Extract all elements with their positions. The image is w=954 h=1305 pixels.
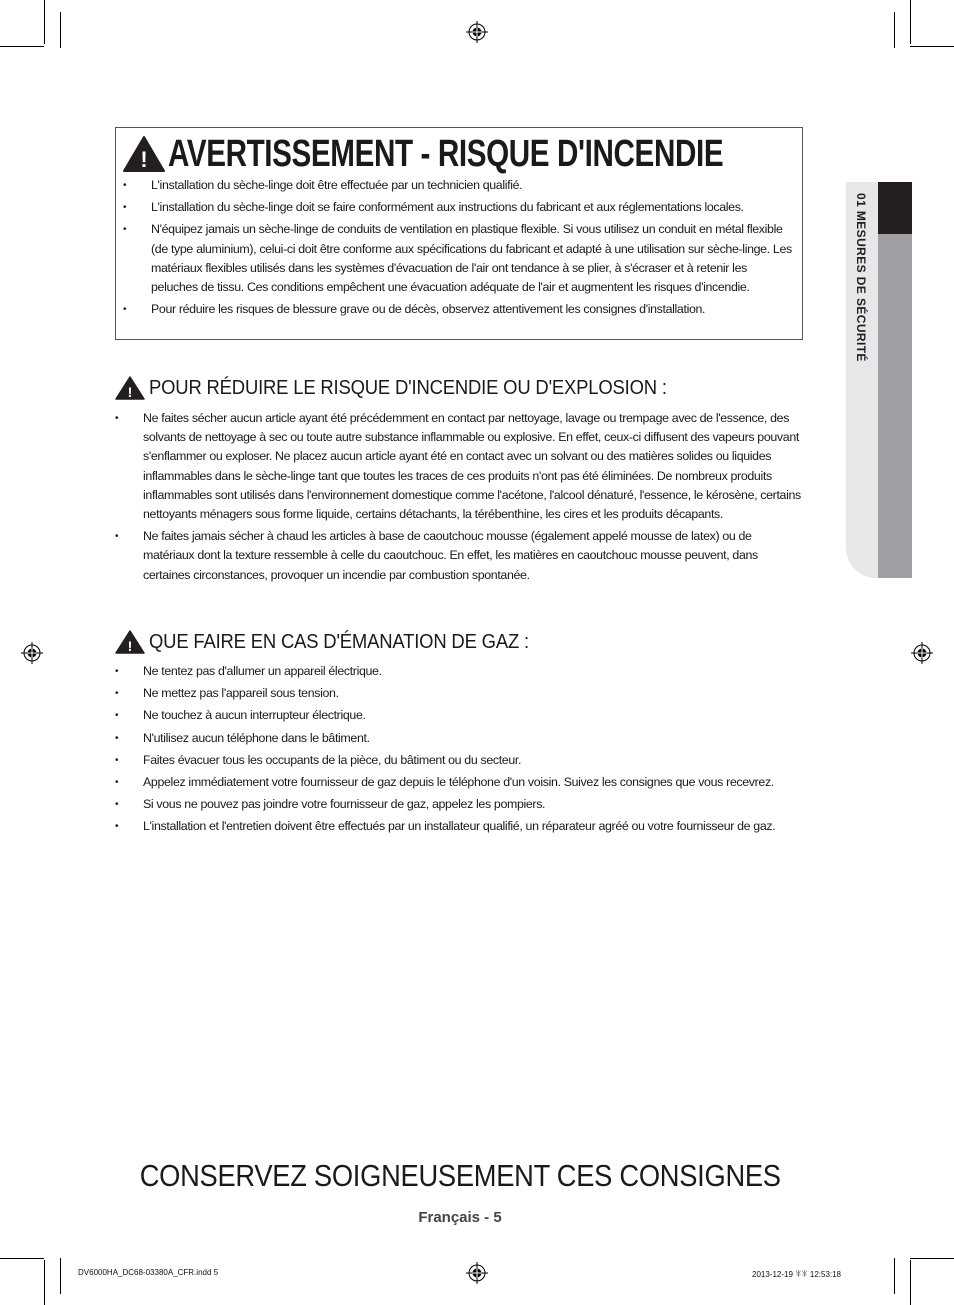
bullet: • [123, 202, 127, 214]
crop-mark [894, 12, 895, 48]
list-item: • L'installation du sèche-linge doit être effectuée par un technicien qualifié. [123, 176, 795, 195]
crop-mark [910, 46, 954, 47]
crop-mark [0, 46, 44, 47]
fire-warning-list [123, 176, 795, 322]
list-item: • Si vous ne pouvez pas joindre votre fournisseur de gaz, appelez les pompiers. [115, 795, 805, 814]
bullet: • [115, 688, 119, 700]
bullet: • [115, 666, 119, 677]
registration-mark-icon [21, 642, 43, 664]
list-item: • Ne mettez pas l'appareil sous tension. [115, 684, 805, 703]
bullet: • [115, 754, 119, 766]
warning-triangle-icon [122, 135, 166, 173]
warning-triangle-icon [115, 376, 145, 400]
list-item: • Pour réduire les risques de blessure grave ou de décès, observez attentivement les consignes d'installation. [123, 300, 795, 319]
list-item: • Ne faites jamais sécher à chaud les articles à base de caoutchouc mousse (également appelé mousse de latex) ou de matériaux dont la texture ressemble à celle du caoutchouc. En effet, les matières en caoutchouc mousse peuvent, dans certaines circonstances, provoquer un incendie par combustion spontanée. [115, 529, 758, 582]
bullet: • [115, 777, 119, 789]
bullet: • [115, 821, 119, 833]
warning-triangle-icon [115, 630, 145, 654]
list-item: • L'installation du sèche-linge doit se faire conformément aux instructions du fabricant et aux réglementations locales. [123, 198, 795, 217]
fire-explosion-list [115, 409, 805, 588]
keep-instructions-text: CONSERVEZ SOIGNEUSEMENT CES CONSIGNES [139, 1158, 781, 1193]
fire-warning-title: AVERTISSEMENT - RISQUE D'INCENDIE [168, 132, 724, 175]
list-item: • Ne faites sécher aucun article ayant été précédemment en contact par nettoyage, lavage ou trempage avec de l'essence, des solvants de nettoyage à sec ou toute autre substance inflammable ou explosive. En effet, ceux-ci diffusent des vapeurs pouvant s'enflammer ou exploser. Ne placez aucun article ayant été en contact avec un solvant ou des matières solides ou liquides inflammables dans le sèche-linge tant que toutes les traces de ces produits n'ont pas été éliminées. De nombreux produits inflammables sont utilisés dans l'environnement domestique comme l'acétone, l'alcool dénaturé, l'essence, le kérosène, certains nettoyants ménagers sous forme liquide, certains détachants, la térébenthine, les cires et les produits décapants. [115, 411, 801, 522]
bullet: • [123, 304, 127, 316]
registration-mark-icon [466, 1262, 488, 1284]
bullet: • [115, 413, 119, 424]
bullet: • [115, 710, 119, 722]
chapter-tab-marker [878, 182, 912, 234]
crop-mark [60, 1258, 61, 1294]
list-item: • Ne tentez pas d'allumer un appareil électrique. [115, 662, 805, 681]
warning-mark: ! [127, 384, 133, 400]
list-item: • Appelez immédiatement votre fournisseur de gaz depuis le téléphone d'un voisin. Suivez les consignes que vous recevrez. [115, 773, 805, 792]
gas-leak-title: QUE FAIRE EN CAS D'ÉMANATION DE GAZ : [149, 630, 529, 653]
bullet: • [115, 732, 119, 744]
crop-mark [910, 1260, 911, 1305]
crop-mark [910, 0, 911, 44]
list-item: • Ne touchez à aucun interrupteur électrique. [115, 706, 805, 725]
chapter-tab-bar [878, 234, 912, 578]
bullet: • [115, 799, 119, 811]
bullet: • [123, 224, 127, 236]
registration-mark-icon [466, 21, 488, 43]
bullet: • [123, 180, 127, 191]
crop-mark [44, 0, 45, 44]
page-number: Français - 5 [418, 1209, 502, 1226]
list-item: • N'équipez jamais un sèche-linge de conduits de ventilation en plastique flexible. Si vous utilisez un conduit en métal flexible (de type aluminium), celui-ci doit être conforme aux spécifications du fabricant et adapté à une utilisation sur sèche-linge. Les matériaux flexibles utilisés dans les systèmes d'évacuation de l'air ont tendance à se plier, à s'écraser et à retenir les peluches de tissu. Ces conditions empêchent une évacuation adéquate de l'air et augmentent les risques d'incendie. [123, 222, 792, 295]
list-item: • N'utilisez aucun téléphone dans le bâtiment. [115, 729, 805, 748]
keep-instructions-banner [0, 1158, 920, 1194]
crop-mark [0, 1258, 44, 1259]
crop-mark [44, 1260, 45, 1305]
crop-mark [60, 12, 61, 48]
warning-mark: ! [140, 147, 148, 172]
chapter-tab-label: 01 MESURES DE SÉCURITÉ [854, 193, 868, 362]
print-slug-datetime: 2013-12-19 ꈎꈎ 12:53:18 [752, 1270, 842, 1279]
list-item: • L'installation et l'entretien doivent être effectués par un installateur qualifié, un réparateur agréé ou votre fournisseur de gaz. [115, 817, 805, 836]
registration-mark-icon [911, 642, 933, 664]
warning-mark: ! [127, 638, 133, 654]
crop-mark [894, 1258, 895, 1294]
fire-explosion-title: POUR RÉDUIRE LE RISQUE D'INCENDIE OU D'EXPLOSION : [149, 376, 667, 399]
crop-mark [910, 1258, 954, 1259]
fire-warning-heading [122, 131, 880, 177]
bullet: • [115, 531, 119, 543]
gas-leak-list [115, 662, 805, 840]
print-slug-file: DV6000HA_DC68-03380A_CFR.indd 5 [78, 1268, 219, 1277]
gas-leak-heading [115, 630, 571, 654]
fire-explosion-heading [115, 376, 724, 400]
list-item: • Faites évacuer tous les occupants de la pièce, du bâtiment ou du secteur. [115, 751, 805, 770]
